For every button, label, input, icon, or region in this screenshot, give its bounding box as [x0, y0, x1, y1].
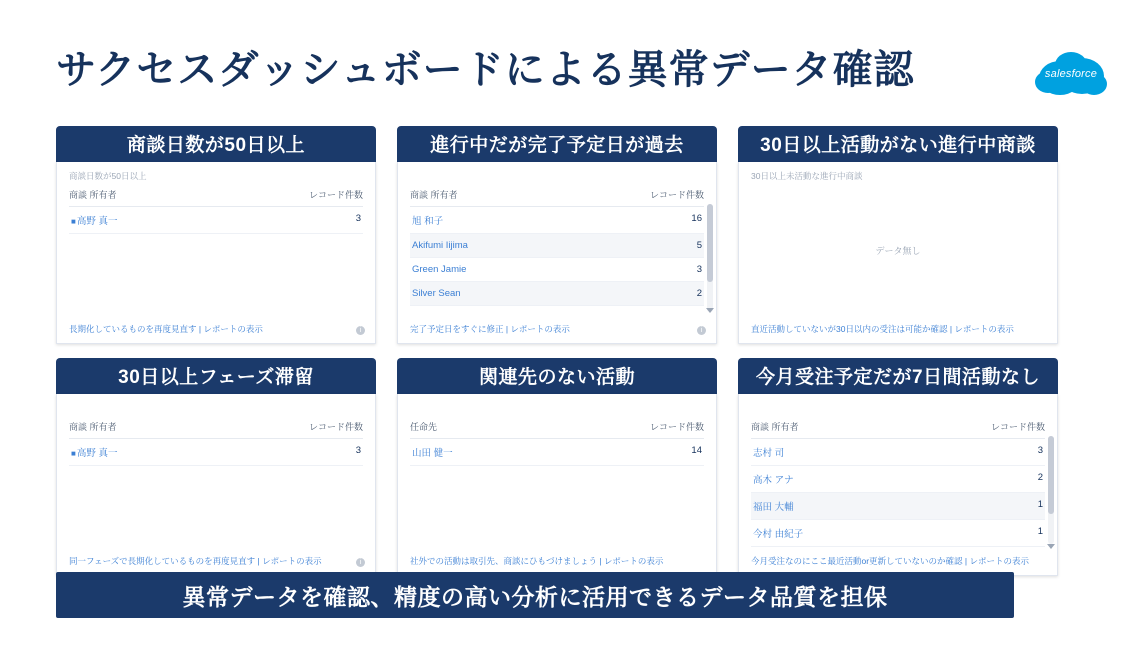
row-name[interactable]: 志村 司: [753, 448, 785, 459]
table-row[interactable]: [751, 439, 1045, 466]
data-table: [751, 420, 1045, 547]
row-name[interactable]: ■高野 真一: [71, 448, 118, 459]
card-title: 関連先のない活動: [397, 358, 717, 394]
card-body: [397, 394, 717, 576]
summary-banner: 異常データを確認、精度の高い分析に活用できるデータ品質を担保: [56, 572, 1014, 618]
table-header: [751, 420, 1045, 439]
row-name[interactable]: 福田 大輔: [753, 502, 794, 513]
card-footer-link[interactable]: 社外での活動は取引先、商談にひもづけましょう | レポートの表示: [410, 556, 664, 566]
column-header-name: 商談 所有者: [69, 422, 117, 432]
dashboard-row-1: [56, 126, 1060, 344]
row-name[interactable]: Silver Sean: [412, 288, 461, 299]
table-header: [69, 188, 363, 207]
table-row[interactable]: [410, 439, 704, 466]
logo-text: salesforce: [1044, 68, 1098, 80]
row-name[interactable]: Green Jamie: [412, 264, 467, 275]
row-name[interactable]: 旭 和子: [412, 216, 444, 227]
dashboard-row-2: [56, 358, 1060, 576]
table-row[interactable]: [751, 493, 1045, 520]
row-name[interactable]: ■高野 真一: [71, 216, 118, 227]
table-row[interactable]: [69, 207, 363, 234]
scroll-down-icon[interactable]: [706, 308, 714, 313]
table-row[interactable]: [410, 258, 704, 282]
dashboard-card[interactable]: [738, 358, 1058, 576]
column-header-name: 商談 所有者: [410, 190, 458, 200]
card-body: [56, 162, 376, 344]
row-name[interactable]: Akifumi Iijima: [412, 240, 468, 251]
table-row[interactable]: [751, 520, 1045, 547]
row-value: 5: [696, 240, 702, 251]
scrollbar-thumb[interactable]: [1048, 436, 1054, 514]
data-table: [69, 188, 363, 234]
column-header-count: レコード件数: [649, 422, 704, 432]
column-header-count: レコード件数: [308, 190, 363, 200]
row-name[interactable]: 山田 健一: [412, 448, 453, 459]
row-name[interactable]: 今村 由紀子: [753, 529, 804, 540]
row-value: 14: [691, 445, 702, 456]
info-icon[interactable]: i: [356, 558, 365, 567]
card-footer-link[interactable]: 今月受注なのにここ最近活動or更新していないのか確認 | レポートの表示: [751, 556, 1029, 566]
row-value: 3: [355, 213, 361, 224]
card-title: 30日以上活動がない進行中商談: [738, 126, 1058, 162]
column-header-count: レコード件数: [308, 422, 363, 432]
row-value: 1: [1037, 499, 1043, 510]
table-scrollbar[interactable]: [707, 204, 713, 312]
card-body: [738, 394, 1058, 576]
table-header: [410, 420, 704, 439]
dashboard-card[interactable]: [56, 358, 376, 576]
column-header-name: 任命先: [410, 422, 438, 432]
card-footer-link[interactable]: 同一フェーズで長期化しているものを再度見直す | レポートの表示: [69, 556, 322, 566]
dashboard-grid: [56, 126, 1060, 590]
dashboard-card[interactable]: [397, 126, 717, 344]
card-body: [738, 162, 1058, 344]
row-value: 2: [696, 288, 702, 299]
chart-label: 30日以上未活動な進行中商談: [751, 171, 863, 181]
table-header: [69, 420, 363, 439]
table-row[interactable]: [410, 207, 704, 234]
row-value: 3: [1037, 445, 1043, 456]
row-value: 3: [355, 445, 361, 456]
info-icon[interactable]: i: [356, 326, 365, 335]
column-header-count: レコード件数: [990, 422, 1045, 432]
card-footer-link[interactable]: 長期化しているものを再度見直す | レポートの表示: [69, 324, 263, 334]
table-header: [410, 188, 704, 207]
card-footer-link[interactable]: 完了予定日をすぐに修正 | レポートの表示: [410, 324, 570, 334]
column-header-name: 商談 所有者: [751, 422, 799, 432]
row-value: 16: [691, 213, 702, 224]
scrollbar-thumb[interactable]: [707, 204, 713, 282]
dashboard-card[interactable]: [397, 358, 717, 576]
bullet-icon: ■: [71, 217, 76, 226]
row-value: 1: [1037, 526, 1043, 537]
card-body: [56, 394, 376, 576]
column-header-name: 商談 所有者: [69, 190, 117, 200]
row-name[interactable]: 高木 アナ: [753, 475, 794, 486]
data-table: [69, 420, 363, 466]
bullet-icon: ■: [71, 449, 76, 458]
page-title: サクセスダッシュボードによる異常データ確認: [56, 48, 915, 92]
row-value: 3: [696, 264, 702, 275]
data-table: [410, 420, 704, 466]
card-title: 今月受注予定だが7日間活動なし: [738, 358, 1058, 394]
card-body: [397, 162, 717, 344]
column-header-count: レコード件数: [649, 190, 704, 200]
chart-label: 商談日数が50日以上: [69, 171, 147, 181]
row-value: 2: [1037, 472, 1043, 483]
card-footer-link[interactable]: 直近活動していないが30日以内の受注は可能か確認 | レポートの表示: [751, 324, 1014, 334]
scroll-down-icon[interactable]: [1047, 544, 1055, 549]
salesforce-logo: [1034, 48, 1108, 100]
table-row[interactable]: [410, 234, 704, 258]
table-scrollbar[interactable]: [1048, 436, 1054, 544]
table-row[interactable]: [751, 466, 1045, 493]
table-row[interactable]: [410, 282, 704, 306]
card-title: 商談日数が50日以上: [56, 126, 376, 162]
dashboard-card[interactable]: [738, 126, 1058, 344]
card-title: 進行中だが完了予定日が過去: [397, 126, 717, 162]
data-table: [410, 188, 704, 306]
dashboard-card[interactable]: [56, 126, 376, 344]
card-title: 30日以上フェーズ滞留: [56, 358, 376, 394]
empty-state-message: データ無し: [875, 246, 921, 256]
info-icon[interactable]: i: [697, 326, 706, 335]
table-row[interactable]: [69, 439, 363, 466]
